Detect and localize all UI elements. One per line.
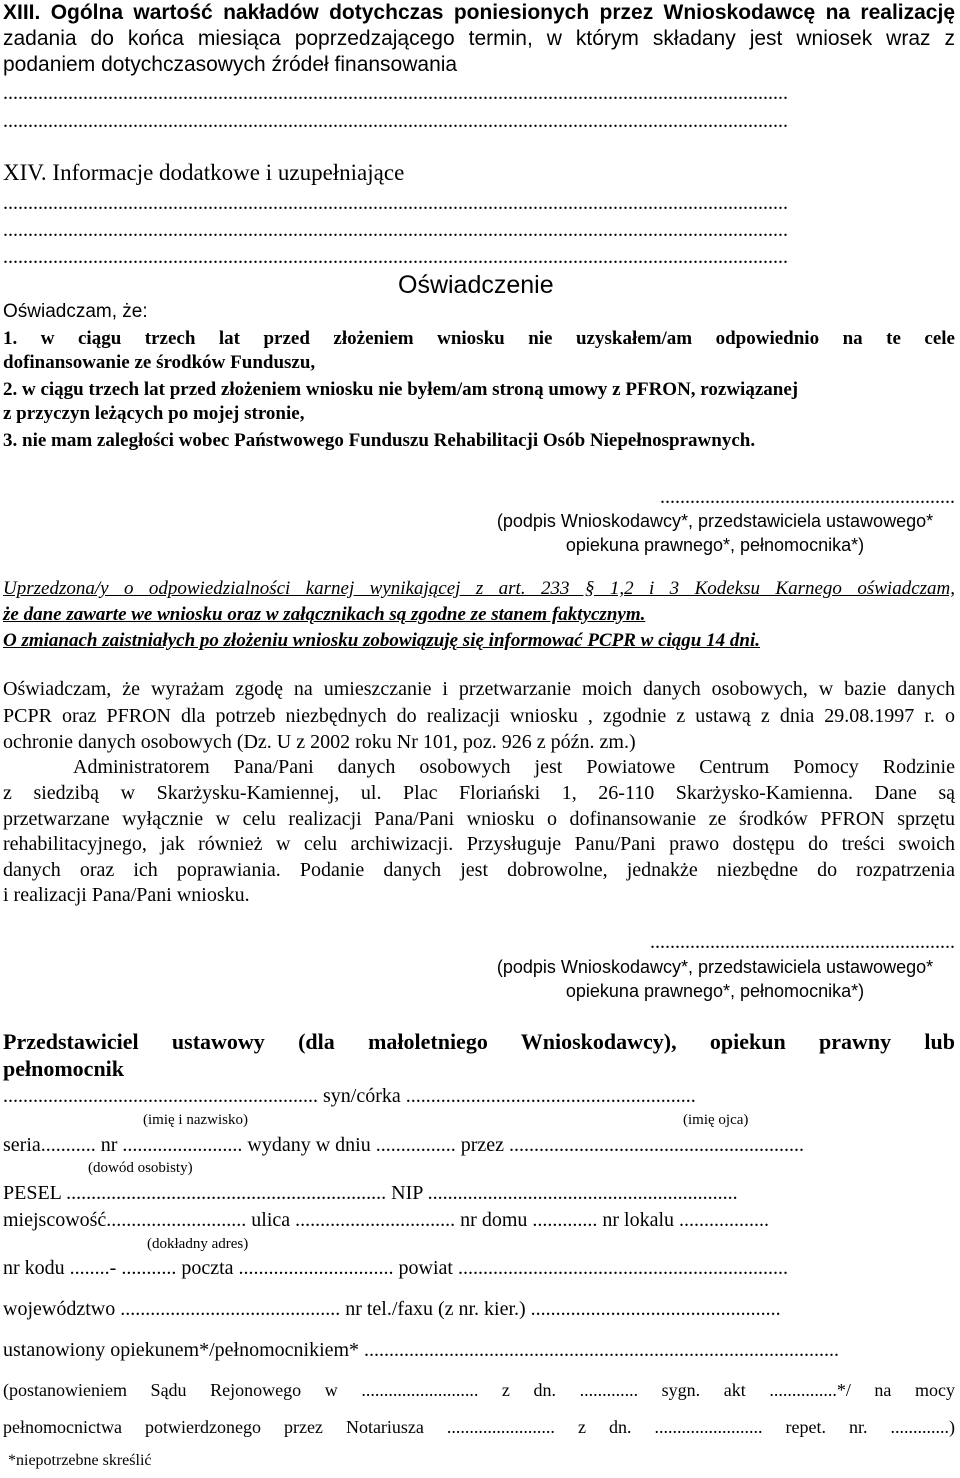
address-caption: (dokładny adres) bbox=[147, 1236, 249, 1252]
signature-1-caption-line-1: (podpis Wnioskodawcy*, przedstawiciela ustawowego* bbox=[496, 511, 934, 531]
declaration-item-2-line-2: z przyczyn leżących po mojej stronie, bbox=[3, 403, 305, 424]
warning-line-2: że dane zawarte we wniosku oraz w załącznikach są zgodne ze stanem faktycznym. bbox=[3, 604, 646, 625]
id-document-caption: (dowód osobisty) bbox=[88, 1160, 193, 1176]
father-name-caption: (imię ojca) bbox=[683, 1112, 749, 1128]
section-xiii-line-1: XIII. Ogólna wartość nakładów dotychczas poniesionych przez Wnioskodawcę na realizację bbox=[3, 1, 955, 24]
dotted-fill-line: ............................................................................................................................................................. bbox=[3, 82, 788, 104]
consent-line-9: i realizacji Pana/Pani wniosku. bbox=[3, 884, 250, 906]
signature-1-caption-line-2: opiekuna prawnego*, pełnomocnika*) bbox=[565, 535, 865, 555]
consent-line-1: Oświadczam, że wyrażam zgodę na umieszczanie i przetwarzanie moich danych osobowych, w bazie danych bbox=[3, 678, 955, 700]
consent-line-7: rehabilitacyjnego, jak również w celu archiwizacji. Przysługuje Panu/Pani prawo dostępu do treści swoich bbox=[3, 833, 955, 855]
id-document-field-row: seria........... nr ........................ wydany w dniu ................ przez ........................................................... bbox=[3, 1134, 805, 1156]
name-father-field-row: ............................................................... syn/córka .......................................................... bbox=[3, 1085, 696, 1107]
dotted-fill-line: ............................................................................................................................................................. bbox=[3, 110, 788, 132]
signature-2-caption-line-2: opiekuna prawnego*, pełnomocnika*) bbox=[565, 981, 865, 1001]
footnote: *niepotrzebne skreślić bbox=[8, 1452, 152, 1469]
section-xiii-line-2: zadania do końca miesiąca poprzedzającego termin, w którym składany jest wniosek wraz z bbox=[3, 27, 955, 50]
representative-heading-line-1: Przedstawiciel ustawowy (dla małoletniego Wnioskodawcy), opiekun prawny lub bbox=[3, 1029, 955, 1054]
court-decision-field-row: (postanowieniem Sądu Rejonowego w .......................... z dn. ............. sygn. akt ...............*/ na mocy bbox=[3, 1380, 955, 1400]
section-xiii-line-3: podaniem dotychczasowych źródeł finansowania bbox=[3, 53, 458, 76]
dotted-fill-line: ............................................................................................................................................................. bbox=[3, 246, 788, 268]
appointed-field-row: ustanowiony opiekunem*/pełnomocnikiem* ............................................................................................... bbox=[3, 1339, 840, 1361]
declaration-item-3: 3. nie mam zaległości wobec Państwowego Funduszu Rehabilitacji Osób Niepełnosprawnych. bbox=[3, 430, 756, 451]
consent-line-8: danych oraz ich poprawiania. Podanie danych jest dobrowolne, jednakże niezbędne do rozpatrzenia bbox=[3, 859, 955, 881]
declaration-intro: Oświadczam, że: bbox=[3, 301, 148, 322]
warning-line-3: O zmianach zaistniałych po złożeniu wniosku zobowiązuję się informować PCPR w ciągu 14 dni. bbox=[3, 630, 760, 651]
signature-2-dots: ............................................................. bbox=[650, 931, 955, 953]
region-phone-field-row: województwo ............................................ nr tel./faxu (z nr. kier.) .................................................. bbox=[3, 1298, 781, 1320]
warning-line-1: Uprzedzona/y o odpowiedzialności karnej wynikającej z art. 233 § 1,2 i 3 Kodeksu Karnego oświadczam, bbox=[3, 578, 955, 599]
postal-field-row: nr kodu ........- ........... poczta ............................... powiat .................................................................. bbox=[3, 1257, 788, 1279]
address-field-row: miejscowość............................ ulica ................................ nr domu ............. nr lokalu .................. bbox=[3, 1209, 770, 1231]
consent-line-2: PCPR oraz PFRON dla potrzeb niezbędnych do realizacji wniosku , zgodnie z ustawą z dnia 29.08.1997 r. o bbox=[3, 705, 955, 727]
declaration-item-1-line-1: 1. w ciągu trzech lat przed złożeniem wniosku nie uzyskałem/am odpowiednio na te cele bbox=[3, 328, 955, 349]
signature-1-dots: ........................................................... bbox=[660, 486, 955, 508]
notary-field-row: pełnomocnictwa potwierdzonego przez Notariusza ........................ z dn. ........................ repet. nr. .............) bbox=[3, 1417, 955, 1437]
consent-line-4: Administratorem Pana/Pani danych osobowych jest Powiatowe Centrum Pomocy Rodzinie bbox=[73, 756, 955, 778]
name-caption: (imię i nazwisko) bbox=[143, 1112, 248, 1128]
declaration-item-1-line-2: dofinansowanie ze środków Funduszu, bbox=[3, 352, 316, 373]
declaration-heading: Oświadczenie bbox=[398, 271, 554, 299]
pesel-nip-field-row: PESEL ................................................................ NIP .............................................................. bbox=[3, 1182, 738, 1204]
section-xiv-title: XIV. Informacje dodatkowe i uzupełniające bbox=[3, 160, 405, 185]
consent-line-3: ochronie danych osobowych (Dz. U z 2002 roku Nr 101, poz. 926 z późn. zm.) bbox=[3, 731, 636, 753]
consent-line-6: przetwarzane wyłącznie w celu realizacji Pana/Pani wniosku o dofinansowanie ze środków PFRON sprzętu bbox=[3, 808, 955, 830]
declaration-item-2-line-1: 2. w ciągu trzech lat przed złożeniem wniosku nie byłem/am stroną umowy z PFRON, rozwiązanej bbox=[3, 379, 799, 400]
consent-line-5: z siedzibą w Skarżysku-Kamiennej, ul. Plac Floriański 1, 26-110 Skarżysko-Kamienna. Dane są bbox=[3, 782, 955, 804]
dotted-fill-line: ............................................................................................................................................................. bbox=[3, 219, 788, 241]
signature-2-caption-line-1: (podpis Wnioskodawcy*, przedstawiciela ustawowego* bbox=[496, 957, 934, 977]
representative-heading-line-2: pełnomocnik bbox=[3, 1056, 125, 1081]
dotted-fill-line: ............................................................................................................................................................. bbox=[3, 192, 788, 214]
